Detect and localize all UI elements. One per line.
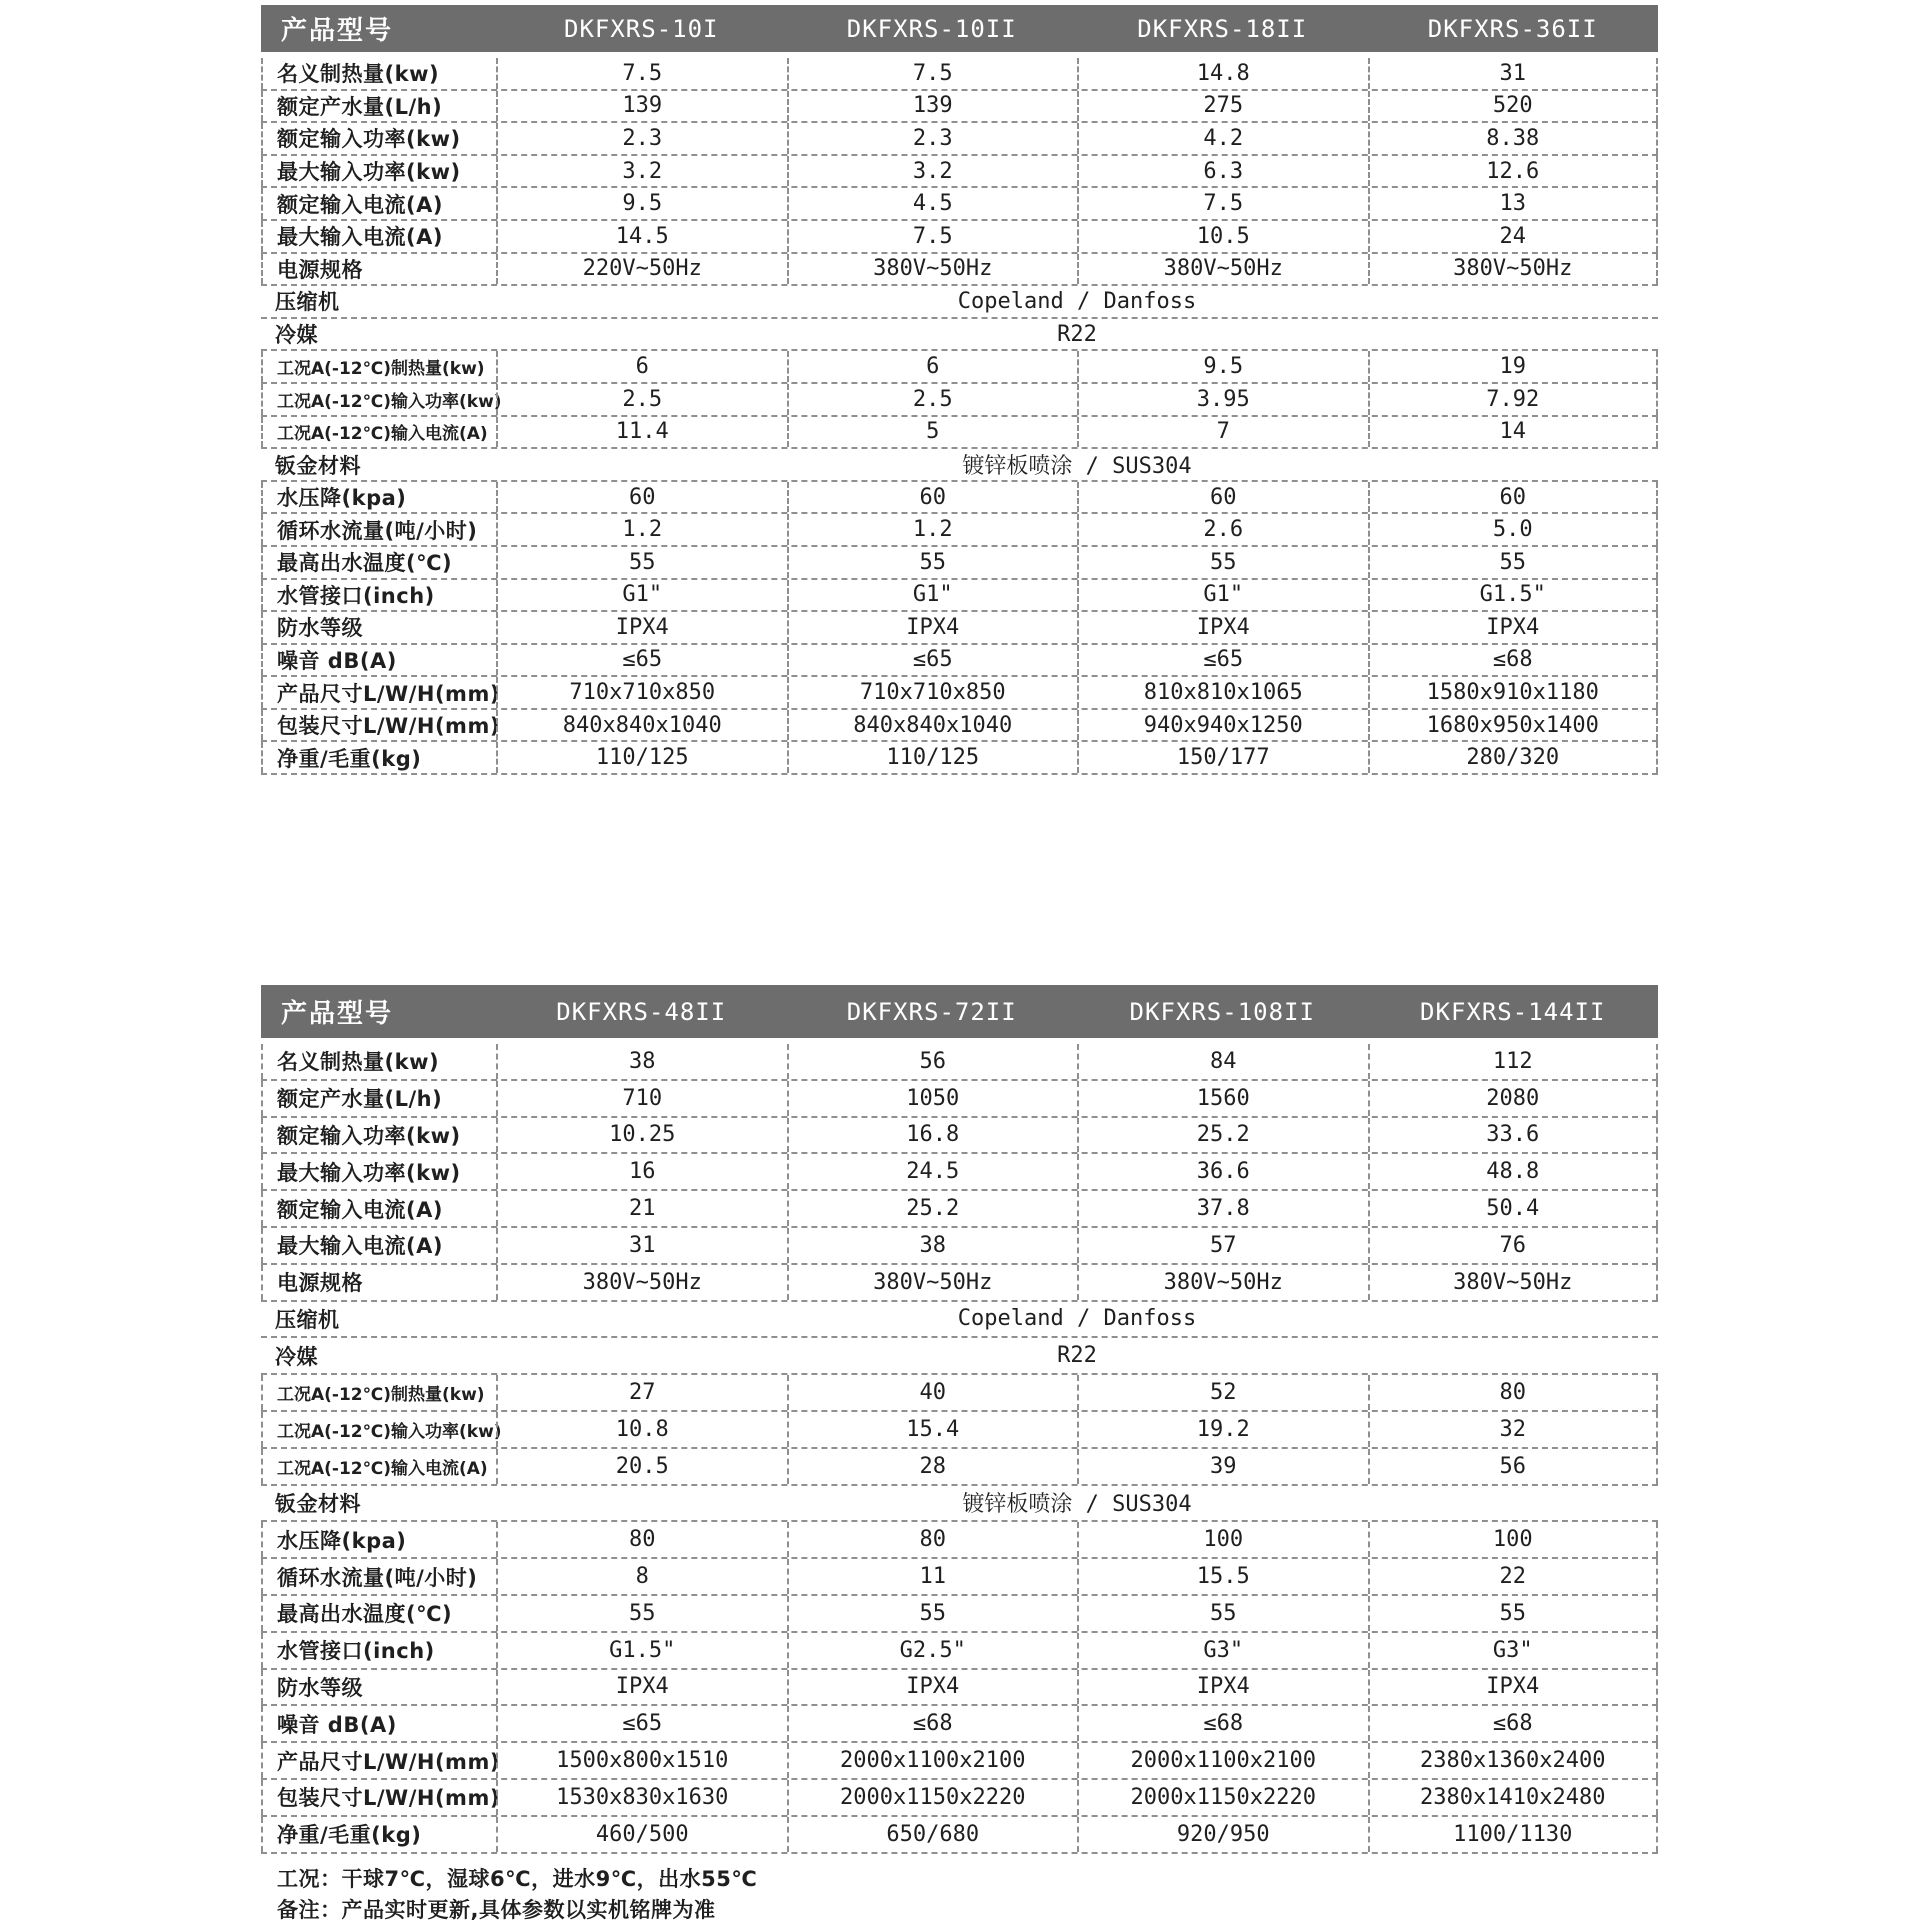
column-header-model: DKFXRS-48II	[556, 997, 727, 1026]
table-row	[261, 1670, 1658, 1707]
row-label: 水管接口(inch)	[261, 1633, 496, 1668]
spec-value: 520	[1368, 91, 1659, 122]
footnotes	[277, 1864, 757, 1926]
spec-value: 40	[787, 1375, 1078, 1410]
table-row	[261, 580, 1658, 613]
column-header-model: DKFXRS-144II	[1420, 997, 1606, 1026]
row-label: 最高出水温度(℃)	[261, 547, 496, 578]
spec-value: 110/125	[496, 742, 787, 773]
spec-value: IPX4	[787, 612, 1078, 643]
spec-value: 48.8	[1368, 1154, 1659, 1189]
spec-value: 220V~50Hz	[496, 254, 787, 285]
column-header-model: DKFXRS-10I	[564, 14, 719, 43]
table-row	[261, 547, 1658, 580]
spec-value: 5	[787, 417, 1078, 448]
spec-value: 11	[787, 1559, 1078, 1594]
spec-value: 16.8	[787, 1118, 1078, 1153]
note-working-condition: 工况：干球7℃，湿球6℃，进水9℃，出水55℃	[277, 1867, 758, 1891]
spec-value: 24	[1368, 221, 1659, 252]
spec-value: 1560	[1077, 1081, 1368, 1116]
table-row	[261, 514, 1658, 547]
row-label: 额定产水量(L/h)	[261, 1081, 496, 1116]
row-label: 名义制热量(kw)	[261, 58, 496, 89]
spec-value: 380V~50Hz	[787, 254, 1078, 285]
spec-value: 7.5	[496, 58, 787, 89]
spec-value: 810x810x1065	[1077, 677, 1368, 708]
table-row	[261, 384, 1658, 417]
spec-value: 7.5	[787, 58, 1078, 89]
row-label: 净重/毛重(kg)	[261, 1817, 496, 1852]
table-row	[261, 1559, 1658, 1596]
spec-value: IPX4	[496, 612, 787, 643]
spec-value: G2.5"	[787, 1633, 1078, 1668]
spec-value: 940x940x1250	[1077, 710, 1368, 741]
spec-value: 8.38	[1368, 123, 1659, 154]
spec-value: 37.8	[1077, 1191, 1368, 1226]
spec-value: 2.3	[496, 123, 787, 154]
table-row	[261, 1780, 1658, 1817]
row-label: 电源规格	[261, 1265, 496, 1300]
spec-value: 840x840x1040	[496, 710, 787, 741]
row-label: 循环水流量(吨/小时)	[261, 1559, 496, 1594]
spec-value: 15.4	[787, 1412, 1078, 1447]
row-label: 最高出水温度(℃)	[261, 1596, 496, 1631]
spec-value: 36.6	[1077, 1154, 1368, 1189]
spec-value: 100	[1077, 1522, 1368, 1557]
spec-value: 14	[1368, 417, 1659, 448]
row-label: 额定输入功率(kw)	[261, 123, 496, 154]
table-row	[261, 482, 1658, 515]
spec-value: 55	[1368, 547, 1659, 578]
spec-value: 31	[496, 1228, 787, 1263]
spec-value: 56	[1368, 1449, 1659, 1484]
spec-value: 460/500	[496, 1817, 787, 1852]
spec-value: 84	[1077, 1044, 1368, 1079]
spec-value: 55	[496, 547, 787, 578]
table-header-row	[261, 5, 1658, 52]
spec-value: 9.5	[496, 188, 787, 219]
spec-value: 12.6	[1368, 156, 1659, 187]
table-row	[261, 449, 1658, 482]
spec-value: 112	[1368, 1044, 1659, 1079]
spec-value: 55	[787, 547, 1078, 578]
spec-value: 55	[1368, 1596, 1659, 1631]
spec-value: 110/125	[787, 742, 1078, 773]
row-label: 包装尺寸L/W/H(mm)	[261, 710, 496, 741]
table-row	[261, 1044, 1658, 1081]
table-row	[261, 1265, 1658, 1302]
table-row	[261, 1449, 1658, 1486]
row-label: 额定输入功率(kw)	[261, 1118, 496, 1153]
spec-value: 33.6	[1368, 1118, 1659, 1153]
row-label: 最大输入电流(A)	[261, 221, 496, 252]
table-row	[261, 254, 1658, 287]
spec-value: 5.0	[1368, 514, 1659, 545]
table-row	[261, 1375, 1658, 1412]
spec-value: 1.2	[496, 514, 787, 545]
row-label: 额定输入电流(A)	[261, 1191, 496, 1226]
spec-value: 60	[1368, 482, 1659, 513]
row-label: 最大输入功率(kw)	[261, 156, 496, 187]
column-header-product-model: 产品型号	[281, 999, 394, 1029]
spec-value: 4.5	[787, 188, 1078, 219]
spec-value-merged: Copeland / Danfoss	[957, 288, 1197, 314]
table-row	[261, 1154, 1658, 1191]
spec-value: 275	[1077, 91, 1368, 122]
table-row	[261, 123, 1658, 156]
row-label: 净重/毛重(kg)	[261, 742, 496, 773]
spec-value: 2380x1410x2480	[1368, 1780, 1659, 1815]
spec-value: 19.2	[1077, 1412, 1368, 1447]
spec-value: 14.5	[496, 221, 787, 252]
row-label: 噪音 dB(A)	[261, 1706, 496, 1741]
spec-value: 920/950	[1077, 1817, 1368, 1852]
spec-value: 7	[1077, 417, 1368, 448]
table-row	[261, 677, 1658, 710]
row-label: 水管接口(inch)	[261, 580, 496, 611]
table-row	[261, 1118, 1658, 1155]
table-row	[261, 1486, 1658, 1523]
spec-value: 52	[1077, 1375, 1368, 1410]
table-row	[261, 1412, 1658, 1449]
table-row	[261, 1596, 1658, 1633]
spec-value: 6	[496, 351, 787, 382]
spec-value: ≤68	[1077, 1706, 1368, 1741]
table-row	[261, 417, 1658, 450]
table-row	[261, 188, 1658, 221]
note-remark: 备注：产品实时更新,具体参数以实机铭牌为准	[277, 1898, 716, 1922]
spec-value: 3.2	[787, 156, 1078, 187]
spec-value: ≤68	[1368, 1706, 1659, 1741]
row-label: 名义制热量(kw)	[261, 1044, 496, 1079]
spec-table-upper	[261, 5, 1658, 775]
spec-value: 15.5	[1077, 1559, 1368, 1594]
spec-value: 7.5	[787, 221, 1078, 252]
spec-value: 31	[1368, 58, 1659, 89]
row-label: 额定产水量(L/h)	[261, 91, 496, 122]
column-header-model: DKFXRS-108II	[1129, 997, 1315, 1026]
spec-value: 2380x1360x2400	[1368, 1743, 1659, 1778]
spec-value-merged: R22	[1057, 321, 1097, 347]
spec-value: 1500x800x1510	[496, 1743, 787, 1778]
spec-value: 2000x1100x2100	[1077, 1743, 1368, 1778]
spec-value: 55	[1077, 1596, 1368, 1631]
spec-value: IPX4	[496, 1670, 787, 1705]
row-label: 水压降(kpa)	[261, 482, 496, 513]
row-label: 钣金材料	[275, 453, 361, 478]
spec-value: 6.3	[1077, 156, 1368, 187]
spec-value: 2080	[1368, 1081, 1659, 1116]
table-row	[261, 1338, 1658, 1375]
table-row	[261, 1081, 1658, 1118]
spec-value: 38	[787, 1228, 1078, 1263]
table-row	[261, 58, 1658, 91]
spec-value-merged: 镀锌板喷涂 / SUS304	[962, 454, 1192, 480]
column-header-model: DKFXRS-10II	[846, 14, 1017, 43]
spec-value: 32	[1368, 1412, 1659, 1447]
spec-value: 60	[496, 482, 787, 513]
spec-value: 380V~50Hz	[1368, 1265, 1659, 1300]
spec-value: ≤65	[496, 645, 787, 676]
spec-value: IPX4	[1368, 612, 1659, 643]
spec-value: 2.5	[787, 384, 1078, 415]
row-label: 额定输入电流(A)	[261, 188, 496, 219]
spec-value: IPX4	[1077, 612, 1368, 643]
spec-value: 6	[787, 351, 1078, 382]
spec-value: 25.2	[1077, 1118, 1368, 1153]
spec-value: G1.5"	[496, 1633, 787, 1668]
spec-value: 1530x830x1630	[496, 1780, 787, 1815]
spec-value: 56	[787, 1044, 1078, 1079]
spec-value: 50.4	[1368, 1191, 1659, 1226]
spec-value: 139	[787, 91, 1078, 122]
spec-value-merged: R22	[1057, 1343, 1097, 1369]
spec-value: 3.95	[1077, 384, 1368, 415]
spec-value: 10.25	[496, 1118, 787, 1153]
spec-value: 80	[1368, 1375, 1659, 1410]
row-label: 最大输入功率(kw)	[261, 1154, 496, 1189]
table-row	[261, 710, 1658, 743]
spec-value: 25.2	[787, 1191, 1078, 1226]
spec-value: ≤68	[787, 1706, 1078, 1741]
spec-value: 2000x1150x2220	[1077, 1780, 1368, 1815]
spec-value: 60	[1077, 482, 1368, 513]
spec-value: IPX4	[787, 1670, 1078, 1705]
spec-value: 19	[1368, 351, 1659, 382]
table-row	[261, 1191, 1658, 1228]
table-row	[261, 1633, 1658, 1670]
table-row	[261, 645, 1658, 678]
row-label: 压缩机	[275, 1307, 340, 1332]
table-row	[261, 1706, 1658, 1743]
spec-value: 55	[496, 1596, 787, 1631]
spec-value: 380V~50Hz	[1368, 254, 1659, 285]
spec-value: G3"	[1368, 1633, 1659, 1668]
row-label: 包装尺寸L/W/H(mm)	[261, 1780, 496, 1815]
spec-value: 39	[1077, 1449, 1368, 1484]
spec-value: 840x840x1040	[787, 710, 1078, 741]
spec-value: 1100/1130	[1368, 1817, 1659, 1852]
row-label: 压缩机	[275, 290, 340, 315]
table-row	[261, 156, 1658, 189]
table-row	[261, 91, 1658, 124]
spec-value: 650/680	[787, 1817, 1078, 1852]
spec-value: G3"	[1077, 1633, 1368, 1668]
spec-value: G1.5"	[1368, 580, 1659, 611]
column-header-model: DKFXRS-36II	[1427, 14, 1598, 43]
row-label: 循环水流量(吨/小时)	[261, 514, 496, 545]
spec-value: 150/177	[1077, 742, 1368, 773]
spec-value: G1"	[1077, 580, 1368, 611]
table-row	[261, 286, 1658, 319]
spec-value: 11.4	[496, 417, 787, 448]
spec-value: ≤65	[496, 1706, 787, 1741]
row-label: 工况A(-12℃)输入电流(A)	[261, 417, 496, 448]
spec-value: 9.5	[1077, 351, 1368, 382]
spec-value: 2000x1100x2100	[787, 1743, 1078, 1778]
spec-value: 139	[496, 91, 787, 122]
row-label: 冷媒	[275, 1344, 318, 1369]
spec-value: 2000x1150x2220	[787, 1780, 1078, 1815]
spec-value: 280/320	[1368, 742, 1659, 773]
spec-value: 4.2	[1077, 123, 1368, 154]
row-label: 噪音 dB(A)	[261, 645, 496, 676]
row-label: 防水等级	[261, 1670, 496, 1705]
spec-value: 710x710x850	[787, 677, 1078, 708]
column-header-model: DKFXRS-72II	[846, 997, 1017, 1026]
table-body	[261, 52, 1658, 775]
table-row	[261, 742, 1658, 775]
spec-value: 380V~50Hz	[787, 1265, 1078, 1300]
spec-value: 20.5	[496, 1449, 787, 1484]
table-row	[261, 1302, 1658, 1339]
row-label: 工况A(-12℃)输入电流(A)	[261, 1449, 496, 1484]
table-row	[261, 1743, 1658, 1780]
spec-value: 80	[496, 1522, 787, 1557]
spec-value: 7.5	[1077, 188, 1368, 219]
table-row	[261, 1228, 1658, 1265]
spec-value: 76	[1368, 1228, 1659, 1263]
spec-value: ≤65	[1077, 645, 1368, 676]
spec-value: G1"	[787, 580, 1078, 611]
spec-value: 380V~50Hz	[1077, 1265, 1368, 1300]
spec-value: G1"	[496, 580, 787, 611]
spec-value: IPX4	[1368, 1670, 1659, 1705]
spec-value: 710x710x850	[496, 677, 787, 708]
spec-value: 22	[1368, 1559, 1659, 1594]
spec-value: 10.5	[1077, 221, 1368, 252]
spec-value: 1580x910x1180	[1368, 677, 1659, 708]
column-header-model: DKFXRS-18II	[1137, 14, 1308, 43]
spec-value: IPX4	[1077, 1670, 1368, 1705]
spec-value-merged: Copeland / Danfoss	[957, 1306, 1197, 1332]
spec-value: 28	[787, 1449, 1078, 1484]
spec-value: 1.2	[787, 514, 1078, 545]
spec-value: 10.8	[496, 1412, 787, 1447]
spec-value: 3.2	[496, 156, 787, 187]
row-label: 水压降(kpa)	[261, 1522, 496, 1557]
row-label: 工况A(-12℃)制热量(kw)	[261, 1375, 496, 1410]
spec-table-lower	[261, 985, 1658, 1854]
row-label: 冷媒	[275, 323, 318, 348]
row-label: 防水等级	[261, 612, 496, 643]
table-body	[261, 1038, 1658, 1854]
spec-value: 60	[787, 482, 1078, 513]
spec-value: 21	[496, 1191, 787, 1226]
spec-value: 380V~50Hz	[496, 1265, 787, 1300]
table-row	[261, 221, 1658, 254]
spec-value: 1050	[787, 1081, 1078, 1116]
spec-value: 38	[496, 1044, 787, 1079]
row-label: 电源规格	[261, 254, 496, 285]
table-row	[261, 612, 1658, 645]
spec-value: 7.92	[1368, 384, 1659, 415]
spec-value: 55	[1077, 547, 1368, 578]
row-label: 产品尺寸L/W/H(mm)	[261, 1743, 496, 1778]
row-label: 产品尺寸L/W/H(mm)	[261, 677, 496, 708]
table-row	[261, 319, 1658, 352]
spec-value: 14.8	[1077, 58, 1368, 89]
spec-value: 57	[1077, 1228, 1368, 1263]
spec-value: 27	[496, 1375, 787, 1410]
spec-value: 16	[496, 1154, 787, 1189]
spec-value: 1680x950x1400	[1368, 710, 1659, 741]
table-row	[261, 1522, 1658, 1559]
spec-value: 13	[1368, 188, 1659, 219]
row-label: 工况A(-12℃)制热量(kw)	[261, 351, 496, 382]
row-label: 钣金材料	[275, 1491, 361, 1516]
spec-value: 100	[1368, 1522, 1659, 1557]
column-header-product-model: 产品型号	[281, 16, 394, 46]
spec-value: 8	[496, 1559, 787, 1594]
table-row	[261, 351, 1658, 384]
spec-value: ≤65	[787, 645, 1078, 676]
spec-value-merged: 镀锌板喷涂 / SUS304	[962, 1492, 1192, 1518]
table-row	[261, 1817, 1658, 1854]
table-header-row	[261, 985, 1658, 1038]
spec-value: 2.5	[496, 384, 787, 415]
spec-value: 80	[787, 1522, 1078, 1557]
spec-value: 2.6	[1077, 514, 1368, 545]
spec-value: ≤68	[1368, 645, 1659, 676]
row-label: 最大输入电流(A)	[261, 1228, 496, 1263]
row-label: 工况A(-12℃)输入功率(kw)	[261, 384, 496, 415]
spec-value: 55	[787, 1596, 1078, 1631]
spec-value: 24.5	[787, 1154, 1078, 1189]
spec-value: 380V~50Hz	[1077, 254, 1368, 285]
row-label: 工况A(-12℃)输入功率(kw)	[261, 1412, 496, 1447]
spec-value: 710	[496, 1081, 787, 1116]
spec-value: 2.3	[787, 123, 1078, 154]
